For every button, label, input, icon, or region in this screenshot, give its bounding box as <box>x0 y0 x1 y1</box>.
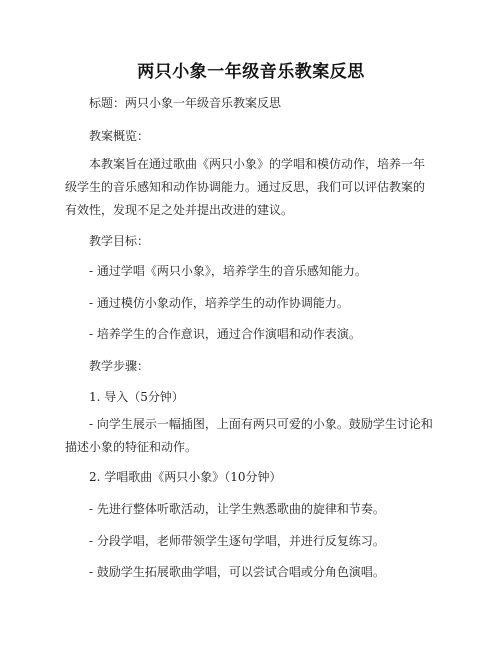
section-heading-steps: 教学步骤： <box>89 359 150 373</box>
section-heading-goals: 教学目标： <box>89 234 150 248</box>
goal-item-1: - 通过学唱《两只小象》，培养学生的音乐感知能力。 <box>89 264 367 278</box>
overview-paragraph: 本教案旨在通过歌曲《两只小象》的学唱和模仿动作，培养一年级学生的音乐感知和动作协调能力。通过反思，我们可以评估教案的有效性，发现不足之处并提出改进的建议。 <box>65 157 426 217</box>
goal-item-3: - 培养学生的合作意识，通过合作演唱和动作表演。 <box>89 327 361 341</box>
subtitle-line: 标题：两只小象一年级音乐教案反思 <box>89 96 282 110</box>
step-2-detail-2: - 分段学唱，老师带领学生逐句学唱，并进行反复练习。 <box>89 534 385 548</box>
step-2-detail-3: - 鼓励学生拓展歌曲学唱，可以尝试合唱或分角色演唱。 <box>89 565 385 579</box>
page-title: 两只小象一年级音乐教案反思 <box>137 62 365 82</box>
step-1-detail: - 向学生展示一幅插图，上面有两只可爱的小象。鼓励学生讨论和描述小象的特征和动作。 <box>65 417 433 454</box>
section-heading-overview: 教案概览： <box>89 129 150 143</box>
step-heading-1: 1. 导入（5分钟） <box>89 390 184 404</box>
step-heading-2: 2. 学唱歌曲《两只小象》（10分钟） <box>89 470 282 484</box>
goal-item-2: - 通过模仿小象动作，培养学生的动作协调能力。 <box>89 296 349 310</box>
step-2-detail-1: - 先进行整体听歌活动，让学生熟悉歌曲的旋律和节奏。 <box>89 502 385 516</box>
